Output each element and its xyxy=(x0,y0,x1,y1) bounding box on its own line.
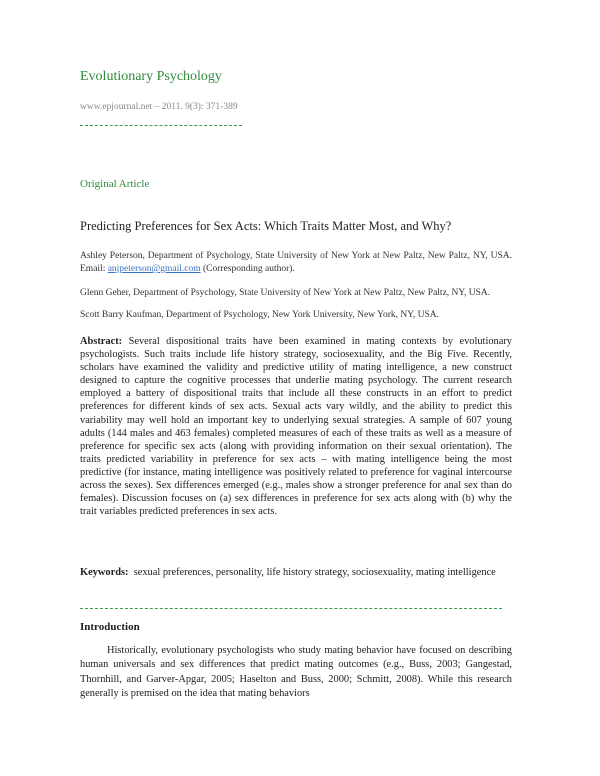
introduction-paragraph: Historically, evolutionary psychologists who study mating behavior have focused on describing human universals and sex differences that predict mating outcomes (e.g., Buss, 2003; Gangestad, Thornhill, and Garver-Apgar, 2005; Haselton and Buss, 2000; Schmitt, 2008). While this research generally is premised on the idea that mating behaviors xyxy=(80,645,512,699)
journal-name: Evolutionary Psychology xyxy=(80,69,222,84)
author-1-text: Ashley Peterson, Department of Psychology, State University of New York at New Paltz, New Paltz, NY, USA. Email: xyxy=(80,251,512,274)
abstract-label: Abstract: xyxy=(80,336,123,347)
introduction-heading: Introduction xyxy=(80,621,140,633)
article-type: Original Article xyxy=(80,178,150,190)
abstract xyxy=(80,335,512,518)
author-affiliation-3: Scott Barry Kaufman, Department of Psychology, New York University, New York, NY, USA. xyxy=(80,310,440,320)
paper-title: Predicting Preferences for Sex Acts: Which Traits Matter Most, and Why? xyxy=(80,219,452,233)
header-divider xyxy=(80,125,242,126)
keywords-text: sexual preferences, personality, life history strategy, sociosexuality, mating intelligence xyxy=(133,567,496,578)
abstract-text: Several dispositional traits have been examined in mating contexts by evolutionary psychologists. Such traits include life history strategy, sociosexuality, and the Big Five. Recently, scholars have examined the validity and predictive utility of mating intelligence, a new construct designed to capture the cognitive processes that underlie mating psychology. The current research employed a battery of dispositional traits that include all these constructs in an effort to predict preferences for different kinds of sex acts. Sexual acts vary wildly, and the ability to predict this variability may well hold an important key to underlying sexual strategies. A sample of 607 young adults (144 males and 463 females) completed measures of each of these traits as well as a measure of preference for specific sex acts (along with providing information on their sexual orientation). The traits predicted variability in preference for sex acts – with mating intelligence being the most predictive (for instance, mating intelligence was positively related to preference for vaginal intercourse across the sexes). Sex differences emerged (e.g., males show a stronger preference for anal sex than do females). Discussion focuses on (a) sex differences in preference for sex acts along with (b) why the trait variables predicted preferences in sex acts. xyxy=(80,336,512,518)
keywords-label: Keywords: xyxy=(80,567,129,578)
keywords xyxy=(80,566,512,579)
author-affiliation-1 xyxy=(80,250,512,276)
section-divider xyxy=(80,608,502,609)
author-1-suffix: (Corresponding author). xyxy=(200,264,295,274)
author-affiliation-2: Glenn Geher, Department of Psychology, State University of New York at New Paltz, New Paltz, NY, USA. xyxy=(80,288,491,298)
author-email-link[interactable]: anjpeterson@gmail.com xyxy=(107,264,201,274)
journal-citation: www.epjournal.net – 2011. 9(3): 371-389 xyxy=(80,102,238,112)
